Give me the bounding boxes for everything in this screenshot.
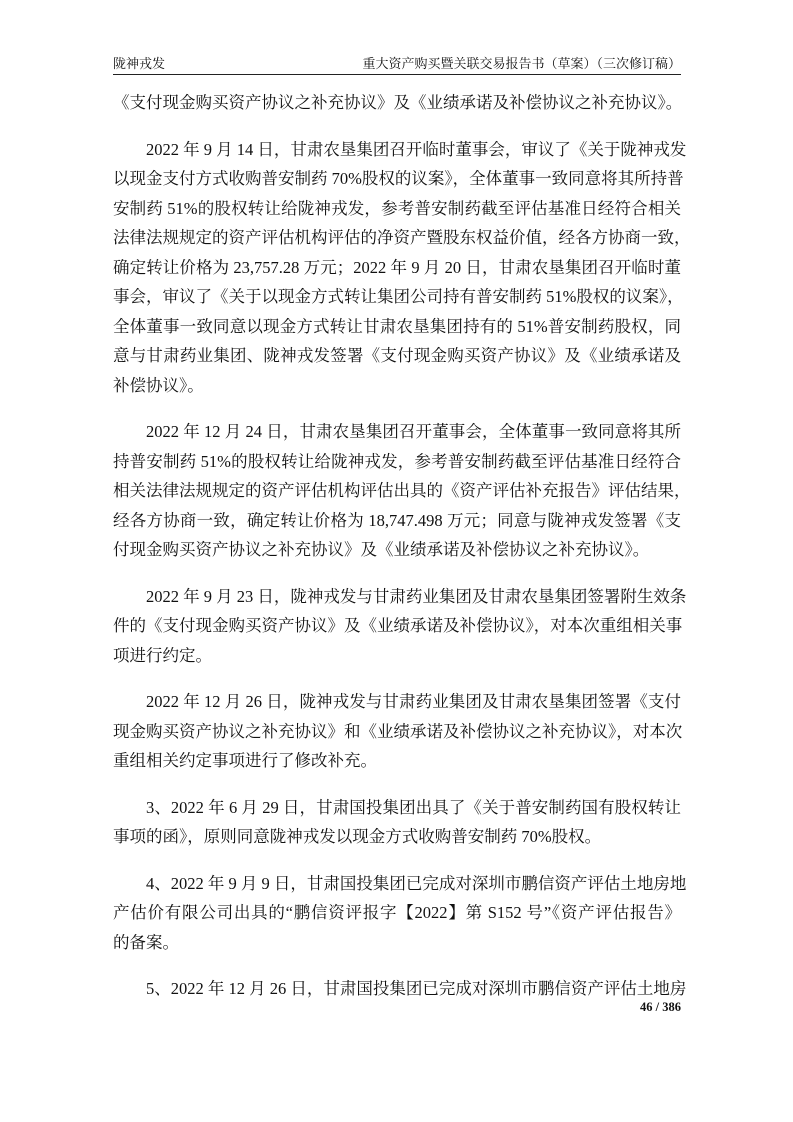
- text-line: 2022 年 12 月 26 日，陇神戎发与甘肃药业集团及甘肃农垦集团签署《支付: [146, 692, 681, 711]
- text-line: 2022 年 12 月 24 日，甘肃农垦集团召开董事会，全体董事一致同意将其所: [146, 422, 681, 441]
- paragraph: [113, 582, 687, 671]
- text-line: 确定转让价格为 23,757.28 万元；2022 年 9 月 20 日，甘肃农垦集团召开临时董: [113, 257, 681, 277]
- text-line: 补偿协议》。: [113, 375, 204, 395]
- text-line: 现金购买资产协议之补充协议》和《业绩承诺及补偿协议之补充协议》，对本次: [113, 721, 683, 741]
- text-line: 事会，审议了《关于以现金方式转让集团公司持有普安制药 51%股权的议案》，: [113, 287, 684, 306]
- paragraph: [113, 793, 681, 852]
- text-line: 5、2022 年 12 月 26 日，甘肃国投集团已完成对深圳市鹏信资产评估土地房: [146, 979, 687, 998]
- text-line: 相关法律法规规定的资产评估机构评估出具的《资产评估补充报告》评估结果，: [113, 481, 691, 500]
- text-line: 产估价有限公司出具的“鹏信资评报字【2022】第 S152 号”《资产评估报告》: [113, 903, 681, 922]
- text-line: 2022 年 9 月 14 日，甘肃农垦集团召开临时董事会，审议了《关于陇神戎发: [146, 139, 687, 159]
- text-line: 经各方协商一致，确定转让价格为 18,747.498 万元；同意与陇神戎发签署《支: [113, 510, 681, 530]
- paragraph: [113, 417, 691, 565]
- text-line: 安制药 51%的股权转让给陇神戎发，参考普安制药截至评估基准日经符合相关: [113, 198, 681, 218]
- text-line: 件的《支付现金购买资产协议》及《业绩承诺及补偿协议》，对本次重组相关事: [113, 616, 683, 635]
- text-line: 项进行约定。: [113, 645, 212, 665]
- text-line: 2022 年 9 月 23 日，陇神戎发与甘肃药业集团及甘肃农垦集团签署附生效条: [146, 586, 687, 606]
- text-line: 付现金购买资产协议之补充协议》及《业绩承诺及补偿协议之补充协议》。: [113, 540, 650, 559]
- text-line: 3、2022 年 6 月 29 日，甘肃国投集团出具了《关于普安制药国有股权转让: [146, 797, 681, 817]
- page-number: 46 / 386: [640, 1000, 681, 1014]
- text-line: 以现金支付方式收购普安制药 70%股权的议案》，全体董事一致同意将其所持普: [113, 169, 684, 188]
- text-line: 事项的函》，原则同意陇神戎发以现金方式收购普安制药 70%股权。: [113, 827, 602, 846]
- paragraph: [113, 974, 687, 1004]
- page-header: [113, 52, 681, 75]
- paragraph: [113, 869, 687, 958]
- document-body: [113, 88, 691, 1021]
- paragraph: [113, 687, 681, 776]
- header-company: 陇神戎发: [113, 56, 166, 71]
- text-line: 4、2022 年 9 月 9 日，甘肃国投集团已完成对深圳市鹏信资产评估土地房地: [146, 873, 687, 893]
- paragraph: [113, 135, 691, 401]
- text-line: 重组相关约定事项进行了修改补充。: [113, 751, 377, 770]
- text-line: 法律法规规定的资产评估机构评估的净资产暨股东权益价值，经各方协商一致，: [113, 228, 691, 247]
- text-line: 的备案。: [113, 932, 179, 952]
- text-line: 全体董事一致同意以现金方式转让甘肃农垦集团持有的 51%普安制药股权，同: [113, 316, 681, 336]
- text-line: 《支付现金购买资产协议之补充协议》及《业绩承诺及补偿协议之补充协议》。: [113, 93, 683, 112]
- header-document-title: 重大资产购买暨关联交易报告书（草案）（三次修订稿）: [362, 56, 681, 71]
- paragraph: [113, 88, 681, 118]
- text-line: 持普安制药 51%的股权转让给陇神戎发，参考普安制药截至评估基准日经符合: [113, 451, 681, 471]
- text-line: 意与甘肃药业集团、陇神戎发签署《支付现金购买资产协议》及《业绩承诺及: [113, 346, 681, 365]
